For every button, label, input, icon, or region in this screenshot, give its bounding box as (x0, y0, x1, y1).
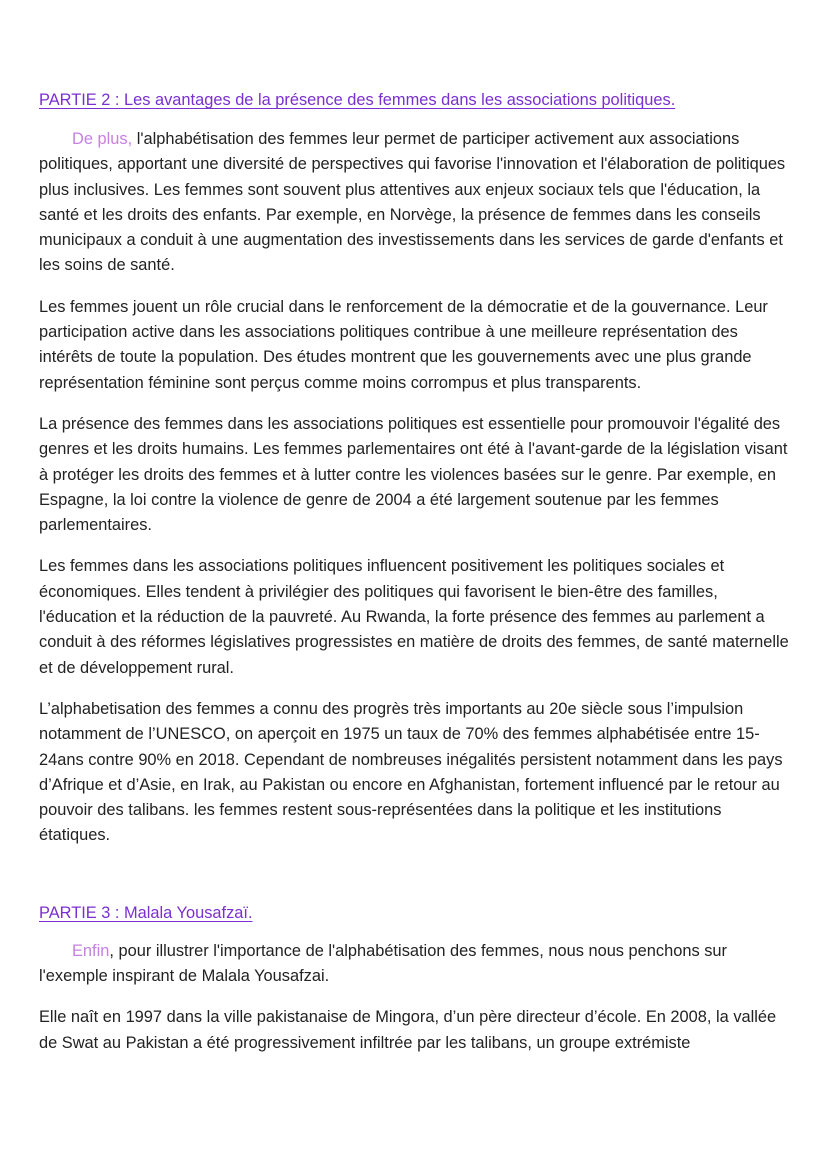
paragraph-part2-1 (39, 127, 791, 279)
paragraph-part2-5: L’alphabetisation des femmes a connu des progrès très importants au 20e siècle sous l’impulsion notamment de l’UNESCO, on aperçoit en 1975 un taux de 70% des femmes alphabétisée entre 15-24ans contre 90% en 2018. Cependant de nombreuses inégalités persistent notamment dans les pays d’Afrique et d’Asie, en Irak, au Pakistan ou encore en Afghanistan, fortement influencé par le retour au pouvoir des talibans. les femmes restent sous-représentées dans la politique et les institutions étatiques. (39, 699, 783, 845)
paragraph-part3-1 (39, 939, 791, 990)
section-heading-part3: PARTIE 3 : Malala Yousafzaï. (39, 903, 253, 922)
paragraph-part2-4: Les femmes dans les associations politiques influencent positivement les politiques sociales et économiques. Elles tendent à privilégier des politiques qui favorisent le bien-être des familles, l'éducation et la réduction de la pauvreté. Au Rwanda, la forte présence des femmes au parlement a conduit à des réformes législatives progressistes en matière de droits des femmes, de santé maternelle et de développement rural. (39, 557, 789, 677)
paragraph-part2-2: Les femmes jouent un rôle crucial dans le renforcement de la démocratie et de la gouvernance. Leur participation active dans les associations politiques contribue à une meilleure représentation des intérêts de toute la population. Des études montrent que les gouvernements avec une plus grande représentation féminine sont perçus comme moins corrompus et plus transparents. (39, 297, 768, 392)
paragraph-part2-3: La présence des femmes dans les associations politiques est essentielle pour promouvoir l'égalité des genres et les droits humains. Les femmes parlementaires ont été à l'avant-garde de la législation visant à protéger les droits des femmes et à lutter contre les violences basées sur le genre. Par exemple, en Espagne, la loi contre la violence de genre de 2004 a été largement soutenue par les femmes parlementaires. (39, 414, 788, 535)
paragraph-text: l'alphabétisation des femmes leur permet de participer activement aux associations politiques, apportant une diversité de perspectives qui favorise l'innovation et l'élaboration de politiques plus inclusives. Les femmes sont souvent plus attentives aux enjeux sociaux tels que l'éducation, la santé et les droits des enfants. Par exemple, en Norvège, la présence de femmes dans les conseils municipaux a conduit à une augmentation des investissements dans les services de garde d'enfants et les soins de santé. (39, 130, 786, 275)
document-page (39, 88, 791, 1072)
lead-word: De plus, (72, 130, 133, 148)
section-heading-part2: PARTIE 2 : Les avantages de la présence des femmes dans les associations politiques. (39, 91, 676, 109)
paragraph-part3-2: Elle naît en 1997 dans la ville pakistanaise de Mingora, d’un père directeur d’école. En 2008, la vallée de Swat au Pakistan a été progressivement infiltrée par les talibans, un groupe extrémiste (39, 1008, 777, 1052)
lead-word: Enfin (72, 941, 110, 960)
paragraph-text: , pour illustrer l'importance de l'alphabétisation des femmes, nous nous penchons sur l'exemple inspirant de Malala Yousafzai. (39, 941, 727, 986)
